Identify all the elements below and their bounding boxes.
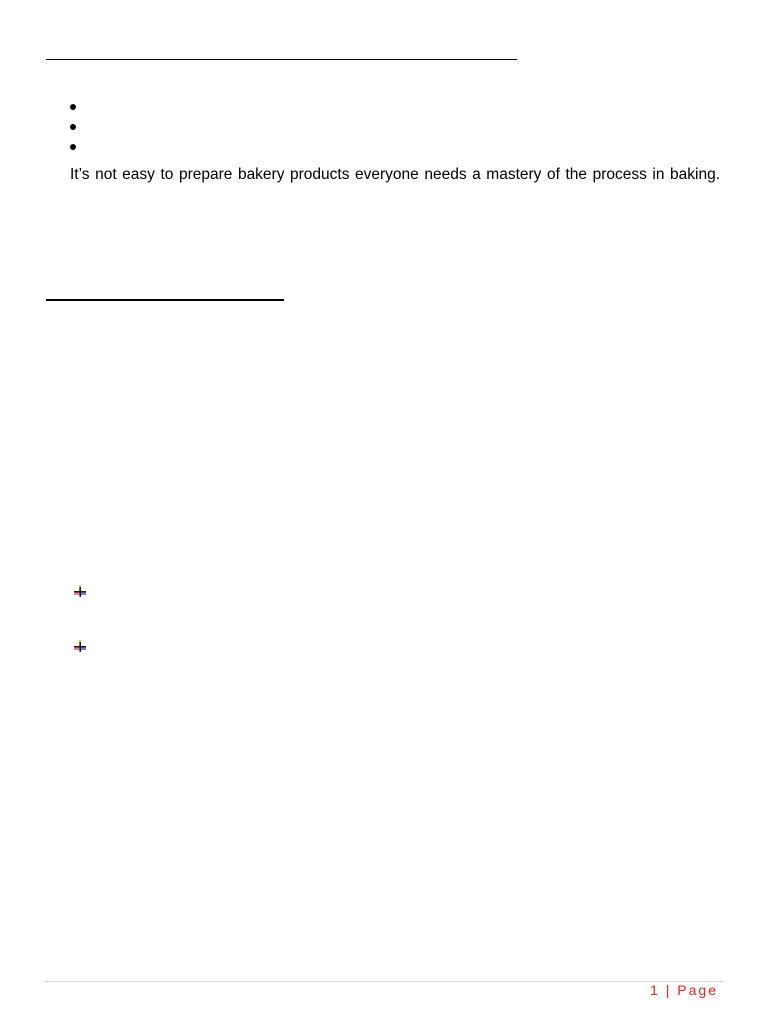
footer-divider	[44, 981, 724, 982]
bullet-dot-icon	[70, 104, 76, 110]
body-paragraph: It’s not easy to prepare bakery products everyone needs a mastery of the process in baking.	[70, 166, 720, 183]
bullet-dot-icon	[70, 124, 76, 130]
colored-cross-bullet-icon	[73, 639, 88, 653]
page-number: 1 | Page	[650, 982, 718, 998]
heading-underline-mid	[46, 299, 284, 301]
heading-underline-top	[46, 59, 517, 60]
bullet-dot-icon	[70, 144, 76, 150]
colored-cross-bullet-icon	[73, 584, 88, 598]
